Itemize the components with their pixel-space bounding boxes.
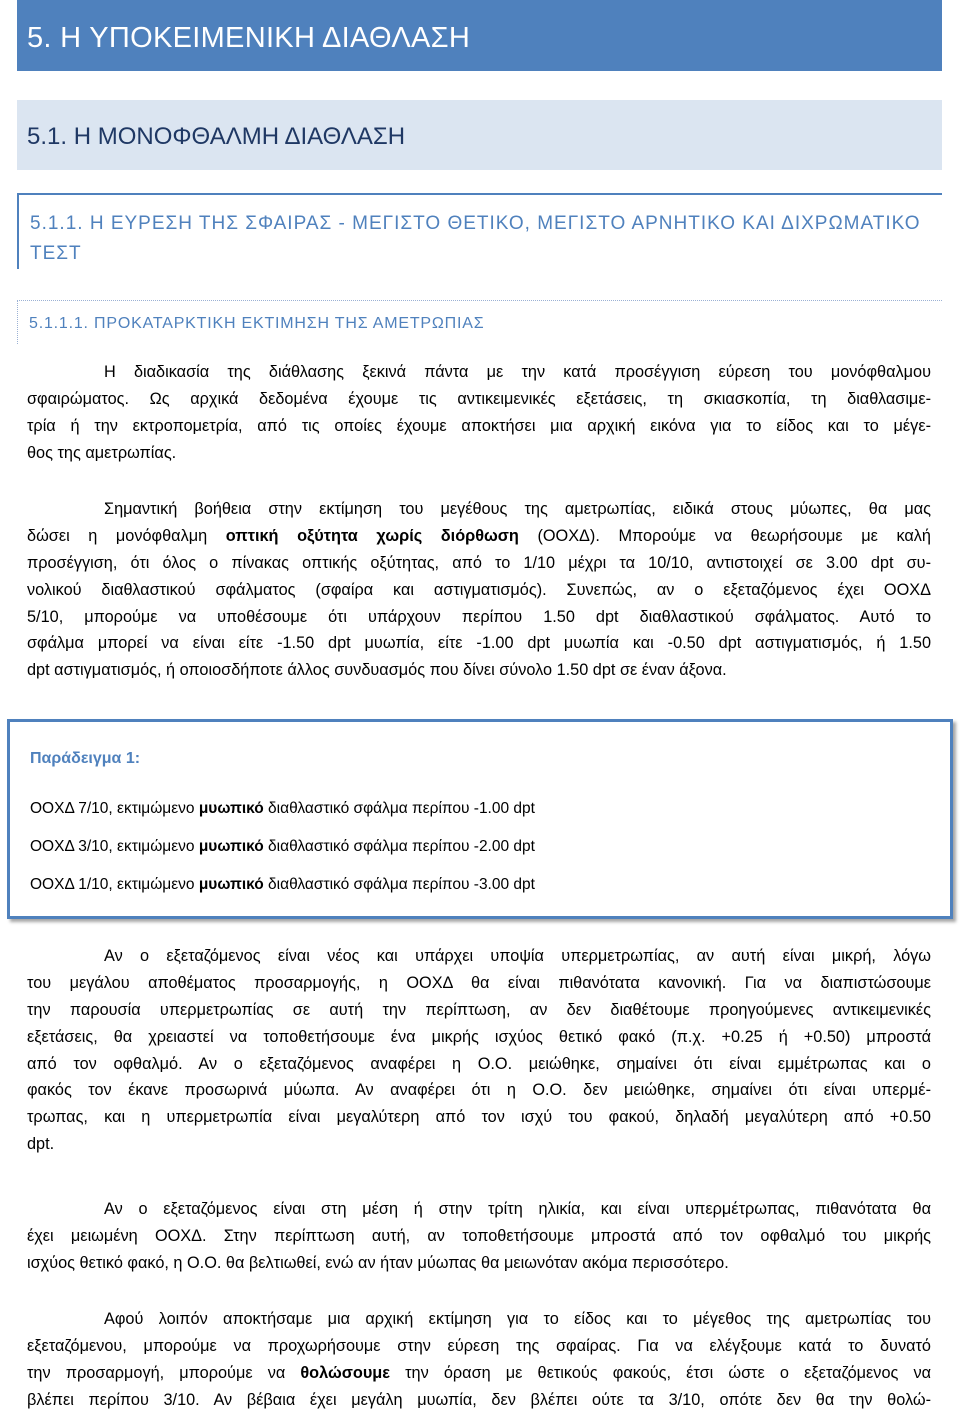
p4-line-1: Αν ο εξεταζόμενος είναι στη μέση ή στην τρίτη ηλικία, και είναι υπερμέτρωπας, πιθανότατα θα	[104, 1200, 931, 1218]
p5-line-1: Αφού λοιπόν αποκτήσαμε μια αρχική εκτίμηση για το είδος και το μέγεθος της αμετρωπίας του	[104, 1310, 931, 1328]
p3-line-6: φακός τον έκανε προσωρινά μύωπα. Αν αναφέρει ότι η Ο.Ο. δεν μειώθηκε, σημαίνει ότι είναι υπερμέ-	[27, 1081, 931, 1100]
example-box	[7, 719, 953, 919]
p3-line-8: dpt.	[27, 1135, 55, 1154]
subsection-heading-line-2: ΤΕΣΤ	[30, 243, 82, 264]
p5-line-3: την προσαρμογή, μπορούμε να θολώσουμε την όραση με θετικούς φακούς, έτσι ώστε ο εξεταζόμενος να	[27, 1363, 932, 1382]
section-heading	[17, 100, 942, 170]
p2-line-4: νολικού διαθλαστικού σφάλματος (σφαίρα και αστιγματισμός). Συνεπώς, αν ο εξεταζόμενος έχει ΟΟΧΔ	[27, 580, 931, 599]
p4-line-2: έχει μειωμένη ΟΟΧΔ. Στην περίπτωση αυτή, αν τοποθετήσουμε μπροστά από τον οφθαλμό του μικρής	[27, 1226, 931, 1245]
p2-line-6: σφάλμα μπορεί να είναι είτε -1.50 dpt μυωπία, είτε -1.00 dpt μυωπία και -0.50 dpt αστιγματισμός, ή 1.50	[27, 634, 931, 653]
p1-line-2: σφαιρώματος. Ως αρχικά δεδομένα έχουμε τις αντικειμενικές εξετάσεις, τη σκιασκοπία, τη διαθλασιμε-	[27, 389, 931, 408]
p3-line-3: την παρουσία υπερμετρωπίας σε αυτή την περίπτωση, αν δεν διαθέτουμε προηγούμενες αντικειμενικές	[27, 1000, 931, 1019]
p1-line-1: Η διαδικασία της διάθλασης ξεκινά πάντα με την κατά προσέγγιση εύρεση του μονόφθαλμου	[104, 363, 931, 381]
example-row: ΟΟΧΔ 1/10, εκτιμώμενο μυωπικό διαθλαστικό σφάλμα περίπου -3.00 dpt	[30, 876, 535, 893]
p2-line-1: Σημαντική βοήθεια στην εκτίμηση του μεγέθους της αμετρωπίας, ειδικά στους μύωπες, θα μας	[104, 500, 931, 518]
p2-bold-term: οπτική οξύτητα χωρίς διόρθωση	[225, 526, 519, 545]
p3-line-2: του μεγάλου αποθέματος προσαρμογής, η ΟΟΧΔ θα είναι πιθανότατα κανονική. Για να διαπιστώσουμε	[27, 973, 931, 992]
p3-line-5: από τον οφθαλμό. Αν ο εξεταζόμενος αναφέρει η Ο.Ο. μειώθηκε, σημαίνει ότι είναι εμμέτρωπας και ο	[27, 1054, 931, 1073]
p3-line-4: εξετάσεις, θα χρειαστεί να τοποθετήσουμε ένα μικρής ισχύος θετικό φακό (π.χ. +0.25 ή +0.50) μπροστά	[27, 1027, 931, 1046]
p3-line-1: Αν ο εξεταζόμενος είναι νέος και υπάρχει υποψία υπερμετρωπίας, αν αυτή είναι μικρή, λόγω	[104, 947, 931, 965]
paragraph-4	[27, 1196, 931, 1277]
p3-line-7: τρωπας, και η υπερμετρωπία είναι μεγαλύτερη από τον ισχύ του φακού, δηλαδή μεγαλύτερη από +0.50	[27, 1108, 931, 1127]
subsection-heading-line-1: 5.1.1. Η ΕΥΡΕΣΗ ΤΗΣ ΣΦΑΙΡΑΣ - ΜΕΓΙΣΤΟ ΘΕΤΙΚΟ, ΜΕΓΙΣΤΟ ΑΡΝΗΤΙΚΟ ΚΑΙ ΔΙΧΡΩΜΑΤΙΚΟ	[30, 213, 921, 234]
p2-line-7: dpt αστιγματισμός, ή οποιοσδήποτε άλλος συνδυασμός που δίνει σύνολο 1.50 dpt σε έναν άξονα.	[27, 661, 727, 680]
chapter-heading	[17, 0, 942, 71]
paragraph-5	[27, 1306, 931, 1414]
paragraph-2	[27, 496, 931, 684]
p2-line-2: δώσει η μονόφθαλμη οπτική οξύτητα χωρίς διόρθωση (ΟΟΧΔ). Μπορούμε να θεωρήσουμε με καλή	[27, 526, 931, 545]
subsection-heading	[17, 193, 942, 269]
p5-line-4: βλέπει περίπου 3/10. Αν βέβαια έχει μεγάλη μυωπία, δεν βλέπει ούτε τα 3/10, οπότε δεν θα την θολώ-	[27, 1390, 931, 1409]
p5-line-2: εξεταζόμενου, μπορούμε να προχωρήσουμε στην εύρεση της σφαίρας. Για να ελέγξουμε κατά το δυνατό	[27, 1336, 931, 1355]
paragraph-3	[27, 943, 931, 1158]
paragraph-1	[27, 359, 931, 467]
subsubsection-heading	[17, 300, 942, 344]
p2-line-5: 5/10, μπορούμε να υποθέσουμε ότι υπάρχουν περίπου 1.50 dpt διαθλαστικού σφάλματος. Αυτό το	[27, 607, 931, 626]
section-heading-text: 5.1. Η ΜΟΝΟΦΘΑΛΜΗ ΔΙΑΘΛΑΣΗ	[27, 123, 406, 150]
example-title: Παράδειγμα 1:	[30, 750, 141, 767]
subsubsection-heading-text: 5.1.1.1. ΠΡΟΚΑΤΑΡΚΤΙΚΗ ΕΚΤΙΜΗΣΗ ΤΗΣ ΑΜΕΤΡΩΠΙΑΣ	[29, 315, 485, 332]
chapter-heading-text: 5. Η ΥΠΟΚΕΙΜΕΝΙΚΗ ΔΙΑΘΛΑΣΗ	[27, 22, 471, 54]
p1-line-4: θος της αμετρωπίας.	[27, 443, 177, 462]
p2-line-3: προσέγγιση, ότι όλος ο πίνακας οπτικής οξύτητας, από το 1/10 μέχρι τα 10/10, αντιστοιχεί σε 3.00 dpt συ-	[27, 553, 931, 572]
p5-bold-term: θολώσουμε	[300, 1363, 390, 1382]
example-row: ΟΟΧΔ 3/10, εκτιμώμενο μυωπικό διαθλαστικό σφάλμα περίπου -2.00 dpt	[30, 838, 535, 855]
p1-line-3: τρία ή την εκτροπομετρία, από τις οποίες έχουμε αποκτήσει μια αρχική εικόνα για το είδος και το μέγε-	[27, 416, 931, 435]
p4-line-3: ισχύος θετικό φακό, η Ο.Ο. θα βελτιωθεί, ενώ αν ήταν μύωπας θα μειωνόταν ακόμα περισσότερο.	[27, 1253, 729, 1272]
example-row: ΟΟΧΔ 7/10, εκτιμώμενο μυωπικό διαθλαστικό σφάλμα περίπου -1.00 dpt	[30, 800, 535, 817]
